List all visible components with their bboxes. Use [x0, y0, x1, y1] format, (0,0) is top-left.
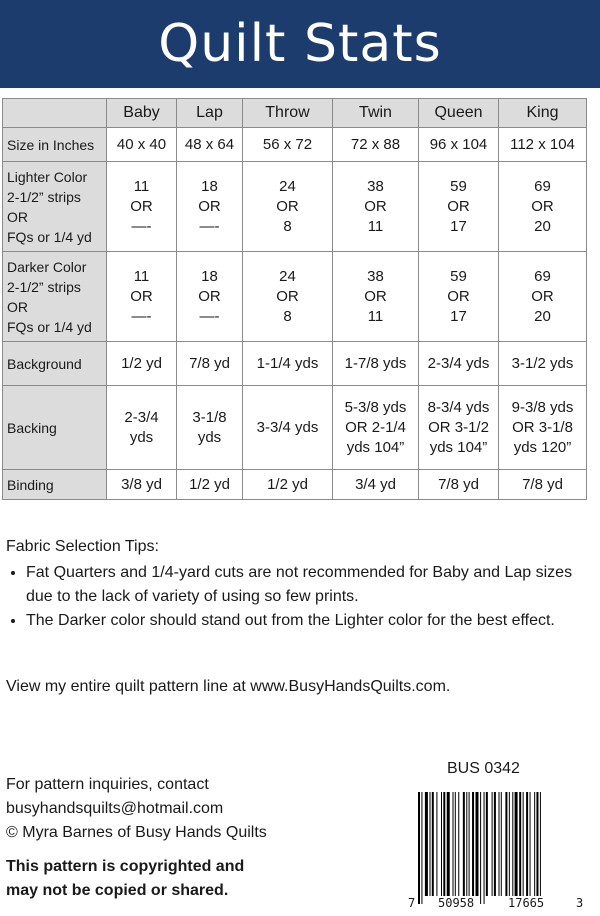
- barcode-bar: [463, 792, 465, 896]
- cell-line: 59: [450, 267, 467, 285]
- cell-line: 20: [534, 217, 551, 235]
- cell-line: 1/2 yd: [121, 354, 162, 372]
- cell-line: 18: [201, 177, 218, 195]
- table-cell: [419, 128, 499, 162]
- title-banner: [0, 0, 600, 88]
- barcode-digit-first: 7: [408, 896, 416, 910]
- table-header-row: [3, 99, 587, 128]
- column-header-king: King: [499, 99, 587, 128]
- row-label-line: Background: [7, 355, 82, 372]
- cell-line: 2-3/4: [124, 408, 159, 426]
- cell-line: 1/2 yd: [189, 475, 230, 493]
- row-label: [3, 252, 107, 342]
- cell-line: 72 x 88: [350, 135, 401, 153]
- cell-line: OR: [364, 197, 387, 215]
- row-label-line: 2-1/2” strips: [7, 188, 81, 205]
- barcode-bar: [472, 792, 474, 896]
- cell-line: 69: [534, 177, 551, 195]
- barcode-bar: [484, 792, 485, 904]
- table-cell: [177, 470, 243, 500]
- barcode-bar: [455, 792, 456, 896]
- barcode-bar: [519, 792, 521, 896]
- table-row: [3, 470, 587, 500]
- table-cell: [177, 386, 243, 470]
- table-cell: [419, 342, 499, 386]
- cell-line: 7/8 yd: [522, 475, 563, 493]
- cell-line: 112 x 104: [510, 135, 575, 153]
- website-line: View my entire quilt pattern line at www.BusyHandsQuilts.com.: [6, 678, 451, 695]
- table-row: [3, 252, 587, 342]
- table-cell: [333, 162, 419, 252]
- row-label-line: FQs or 1/4 yd: [7, 318, 92, 335]
- cell-line: 3/4 yd: [355, 475, 396, 493]
- cell-line: 8: [283, 307, 292, 325]
- cell-line: OR: [531, 287, 554, 305]
- table-cell: [243, 386, 333, 470]
- cell-line: OR: [276, 287, 299, 305]
- table-cell: [419, 470, 499, 500]
- row-label-line: OR: [7, 298, 28, 315]
- cell-line: OR: [198, 287, 221, 305]
- page-title: Quilt Stats: [158, 14, 442, 74]
- row-label: [3, 162, 107, 252]
- table-corner-cell: [3, 99, 107, 128]
- row-label-line: 2-1/2” strips: [7, 278, 81, 295]
- row-label: [3, 470, 107, 500]
- barcode-bar: [536, 792, 538, 896]
- cell-line: 11: [133, 177, 150, 195]
- cell-line: OR: [276, 197, 299, 215]
- table-cell: [499, 252, 587, 342]
- barcode-bar: [515, 792, 518, 896]
- barcode-bar: [486, 792, 488, 896]
- cell-line: —-: [199, 217, 220, 235]
- contact-block: [6, 773, 267, 845]
- table-cell: [177, 162, 243, 252]
- barcode-digits-left: 50958: [438, 896, 475, 910]
- cell-line: 38: [367, 177, 384, 195]
- cell-line: 18: [201, 267, 218, 285]
- row-label: [3, 386, 107, 470]
- table-cell: [333, 252, 419, 342]
- cell-line: 3-3/4 yds: [256, 418, 319, 436]
- cell-line: 5-3/8 yds: [344, 398, 407, 416]
- barcode-bar: [480, 792, 481, 904]
- author-credit: © Myra Barnes of Busy Hands Quilts: [6, 824, 267, 841]
- barcode-bar: [505, 792, 507, 896]
- tip-item: • The Darker color should stand out from the Lighter color for the best effect.: [26, 609, 591, 633]
- table-cell: [499, 342, 587, 386]
- cell-line: yds 104”: [346, 438, 405, 456]
- cell-line: OR: [364, 287, 387, 305]
- cell-line: 11: [133, 267, 150, 285]
- table-cell: [333, 342, 419, 386]
- cell-line: OR 3-1/2: [428, 418, 489, 436]
- table-cell: [243, 128, 333, 162]
- cell-line: 56 x 72: [262, 135, 313, 153]
- barcode-bar: [476, 792, 479, 896]
- table-cell: [107, 386, 177, 470]
- table-cell: [243, 342, 333, 386]
- cell-line: 24: [279, 177, 296, 195]
- table-cell: [333, 386, 419, 470]
- barcode-bar: [530, 792, 531, 896]
- cell-line: 1-7/8 yds: [344, 354, 407, 372]
- barcode-bar: [432, 792, 434, 896]
- cell-line: yds 104”: [429, 438, 488, 456]
- table-cell: [243, 162, 333, 252]
- table-cell: [419, 162, 499, 252]
- table-row: [3, 386, 587, 470]
- copyright-line-1: This pattern is copyrighted and: [6, 858, 245, 875]
- barcode-bar: [421, 792, 422, 904]
- cell-line: 17: [450, 307, 467, 325]
- cell-line: 8-3/4 yds: [427, 398, 490, 416]
- table-cell: [177, 252, 243, 342]
- barcode-bar: [458, 792, 459, 896]
- copyright-line-2: may not be copied or shared.: [6, 882, 229, 899]
- cell-line: 7/8 yd: [438, 475, 479, 493]
- barcode: [408, 788, 588, 912]
- cell-line: 96 x 104: [429, 135, 488, 153]
- cell-line: 1/2 yd: [267, 475, 308, 493]
- column-header-throw: Throw: [243, 99, 333, 128]
- table-cell: [499, 470, 587, 500]
- table-cell: [177, 342, 243, 386]
- barcode-bar: [534, 792, 535, 896]
- cell-line: yds: [129, 428, 154, 446]
- cell-line: 20: [534, 307, 551, 325]
- cell-line: 11: [367, 217, 384, 235]
- tips-list: [6, 561, 591, 633]
- cell-line: OR: [447, 287, 470, 305]
- cell-line: 2-3/4 yds: [427, 354, 490, 372]
- table-cell: [499, 128, 587, 162]
- barcode-bar: [453, 792, 454, 896]
- contact-label: For pattern inquiries, contact: [6, 776, 209, 793]
- barcode-bar: [441, 792, 442, 896]
- cell-line: 8: [283, 217, 292, 235]
- barcode-bar: [494, 792, 496, 896]
- cell-line: —-: [131, 217, 152, 235]
- cell-line: OR: [531, 197, 554, 215]
- cell-line: OR 2-1/4: [345, 418, 406, 436]
- barcode-bar: [523, 792, 524, 896]
- cell-line: 59: [450, 177, 467, 195]
- barcode-digits-right: 17665: [508, 896, 545, 910]
- cell-line: 40 x 40: [116, 135, 167, 153]
- quilt-stats-table: [2, 98, 587, 500]
- cell-line: 3-1/2 yds: [511, 354, 574, 372]
- barcode-bar: [469, 792, 470, 896]
- barcode-bars: [408, 788, 588, 906]
- table-body: [3, 128, 587, 500]
- table-cell: [243, 252, 333, 342]
- table-row: [3, 162, 587, 252]
- barcode-bar: [501, 792, 502, 896]
- table-row: [3, 342, 587, 386]
- cell-line: 38: [367, 267, 384, 285]
- cell-line: 17: [450, 217, 467, 235]
- table-cell: [107, 470, 177, 500]
- row-label-line: OR: [7, 208, 28, 225]
- cell-line: OR: [447, 197, 470, 215]
- cell-line: 3/8 yd: [121, 475, 162, 493]
- barcode-bar: [512, 792, 513, 896]
- cell-line: 1-1/4 yds: [256, 354, 319, 372]
- barcode-bar: [526, 792, 528, 896]
- column-header-lap: Lap: [177, 99, 243, 128]
- column-header-queen: Queen: [419, 99, 499, 128]
- cell-line: 48 x 64: [184, 135, 235, 153]
- cell-line: OR: [130, 197, 153, 215]
- cell-line: —-: [199, 307, 220, 325]
- barcode-bar: [418, 792, 420, 904]
- contact-email: busyhandsquilts@hotmail.com: [6, 800, 224, 817]
- tip-item: • Fat Quarters and 1/4-yard cuts are not recommended for Baby and Lap sizes due to the lack of variety of using so few prints.: [26, 561, 591, 609]
- row-label: [3, 128, 107, 162]
- cell-line: —-: [131, 307, 152, 325]
- table-cell: [419, 386, 499, 470]
- table-cell: [107, 128, 177, 162]
- barcode-bar: [425, 792, 428, 896]
- barcode-bar: [466, 792, 467, 896]
- cell-line: 9-3/8 yds: [511, 398, 574, 416]
- row-label-line: Darker Color: [7, 258, 87, 275]
- row-label: [3, 342, 107, 386]
- column-header-baby: Baby: [107, 99, 177, 128]
- barcode-bar: [499, 792, 500, 896]
- cell-line: yds 120”: [513, 438, 572, 456]
- table-cell: [107, 252, 177, 342]
- table-cell: [107, 162, 177, 252]
- barcode-digit-last: 3: [576, 896, 584, 910]
- cell-line: 11: [367, 307, 384, 325]
- table-cell: [333, 470, 419, 500]
- fabric-tips: [6, 535, 591, 633]
- table-cell: [333, 128, 419, 162]
- barcode-bar: [509, 792, 510, 896]
- copyright-notice: [6, 855, 244, 903]
- table-cell: [107, 342, 177, 386]
- cell-line: 3-1/8: [192, 408, 227, 426]
- column-header-twin: Twin: [333, 99, 419, 128]
- barcode-bar: [443, 792, 445, 896]
- cell-line: yds: [197, 428, 222, 446]
- table-cell: [499, 386, 587, 470]
- cell-line: OR: [130, 287, 153, 305]
- cell-line: 24: [279, 267, 296, 285]
- row-label-line: FQs or 1/4 yd: [7, 228, 92, 245]
- table-row: [3, 128, 587, 162]
- barcode-bar: [540, 792, 541, 896]
- cell-line: OR: [198, 197, 221, 215]
- cell-line: 69: [534, 267, 551, 285]
- table-cell: [419, 252, 499, 342]
- cell-line: 7/8 yd: [189, 354, 230, 372]
- barcode-bar: [447, 792, 450, 896]
- tips-title: Fabric Selection Tips:: [6, 538, 159, 555]
- row-label-line: Lighter Color: [7, 168, 88, 185]
- table-cell: [499, 162, 587, 252]
- table-cell: [177, 128, 243, 162]
- table-cell: [243, 470, 333, 500]
- barcode-bar: [430, 792, 431, 896]
- barcode-bar: [436, 792, 437, 896]
- product-code: BUS 0342: [447, 760, 520, 777]
- row-label-line: Binding: [7, 476, 54, 493]
- row-label-line: Backing: [7, 419, 57, 436]
- cell-line: OR 3-1/8: [512, 418, 573, 436]
- barcode-bar: [492, 792, 493, 896]
- row-label-line: Size in Inches: [7, 136, 95, 153]
